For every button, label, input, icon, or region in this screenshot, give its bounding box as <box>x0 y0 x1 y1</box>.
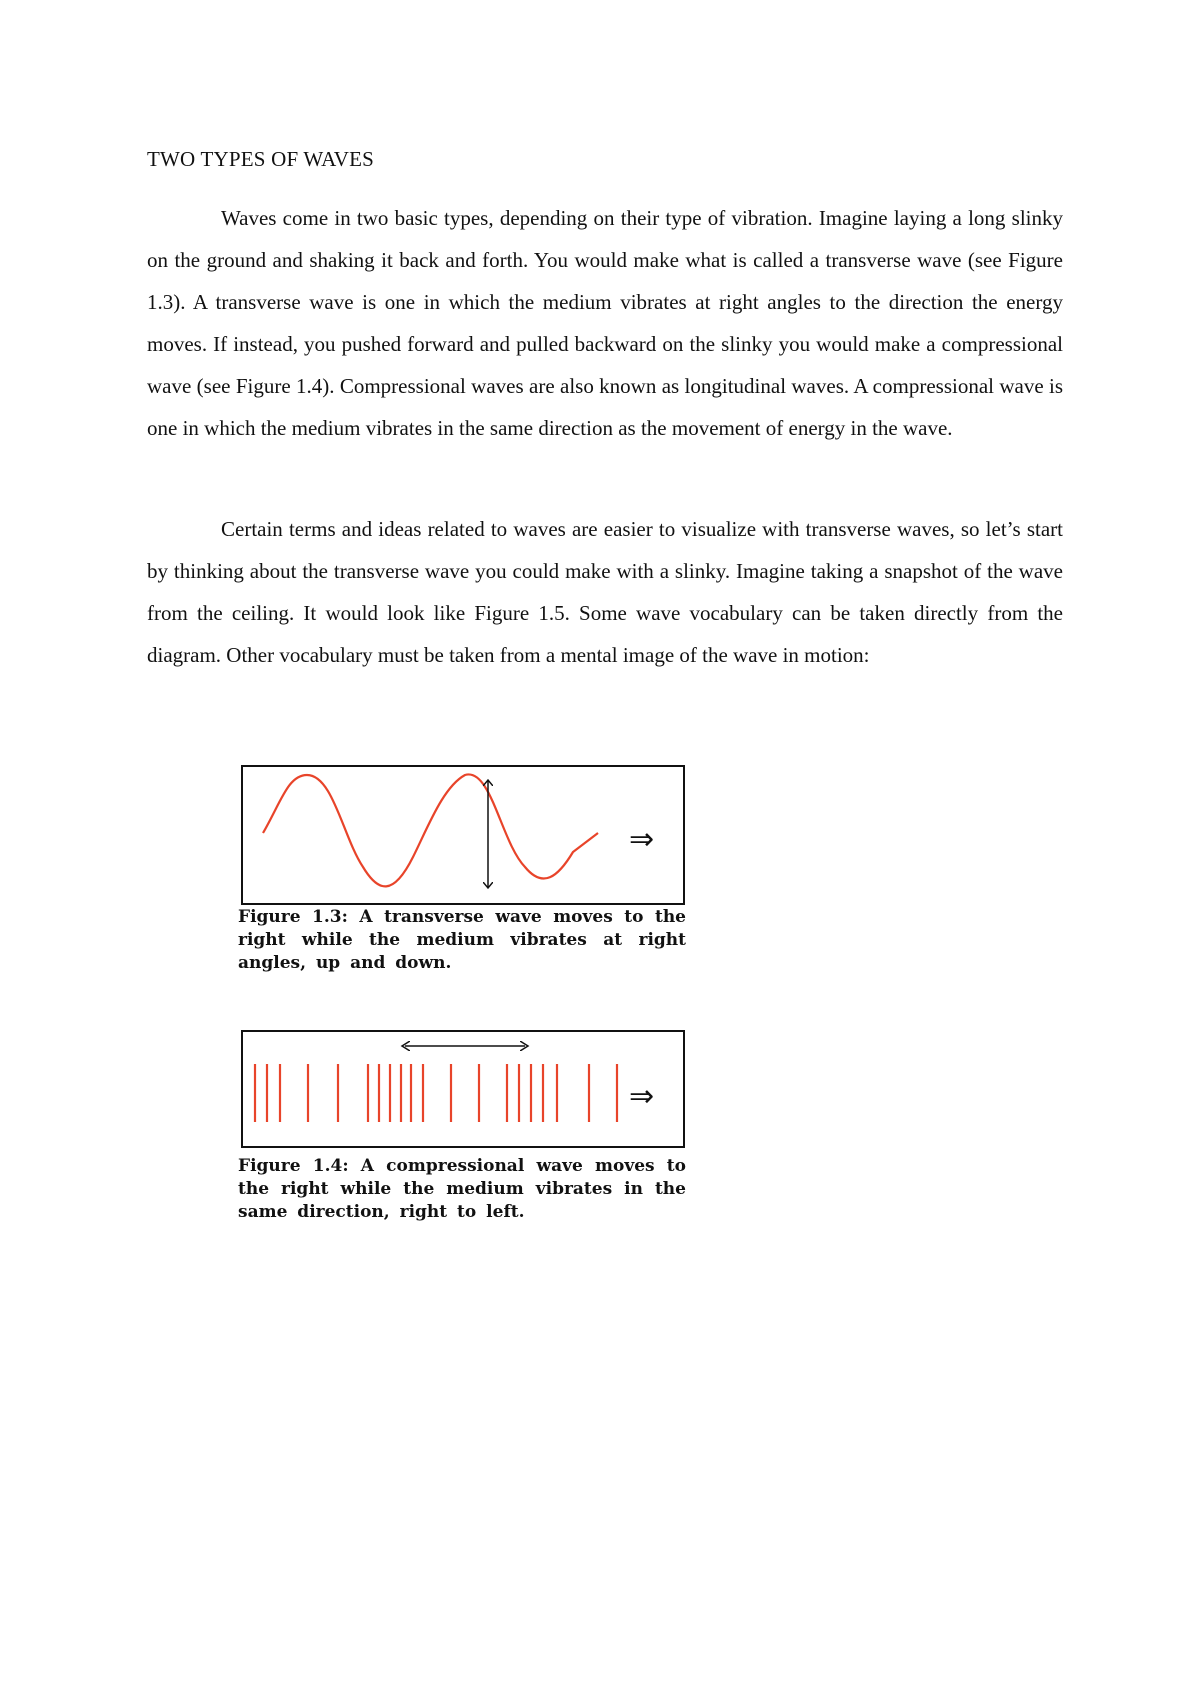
figure-compressional-wave <box>241 1030 685 1148</box>
paragraph-wave-vocabulary: Certain terms and ideas related to waves are easier to visualize with transverse waves, so let’s start by thinking about the transverse wave you could make with a slinky. Imagine taking a snapshot of the wave from the ceiling. It would look like Figure 1.5. Some wave vocabulary can be taken directly from the diagram. Other vocabulary must be taken from a mental image of the wave in motion: <box>147 517 1063 667</box>
direction-arrow-icon: ⇒ <box>629 1079 655 1114</box>
compression-lines <box>255 1064 617 1122</box>
section-heading: TWO TYPES OF WAVES <box>147 147 375 171</box>
transverse-wave-curve <box>263 774 598 886</box>
direction-arrow-icon: ⇒ <box>629 822 655 857</box>
paragraph-wave-types: Waves come in two basic types, depending on their type of vibration. Imagine laying a long slinky on the ground and shaking it back and forth. You would make what is called a transverse wave (see Figure 1.3). A transverse wave is one in which the medium vibrates at right angles to the direction the energy moves. If instead, you pushed forward and pulled backward on the slinky you would make a compressional wave (see Figure 1.4). Compressional waves are also known as longitudinal waves. A compressional wave is one in which the medium vibrates in the same direction as the movement of energy in the wave. <box>147 206 1063 440</box>
transverse-wave-diagram <box>243 767 683 903</box>
figure-caption-1-4: Figure 1.4: A compressional wave moves to the right while the medium vibrates in the same direction, right to left. <box>238 1156 686 1222</box>
figure-caption-1-3: Figure 1.3: A transverse wave moves to the right while the medium vibrates at right angles, up and down. <box>238 907 686 973</box>
figure-transverse-wave <box>241 765 685 905</box>
compressional-wave-diagram <box>243 1032 683 1146</box>
